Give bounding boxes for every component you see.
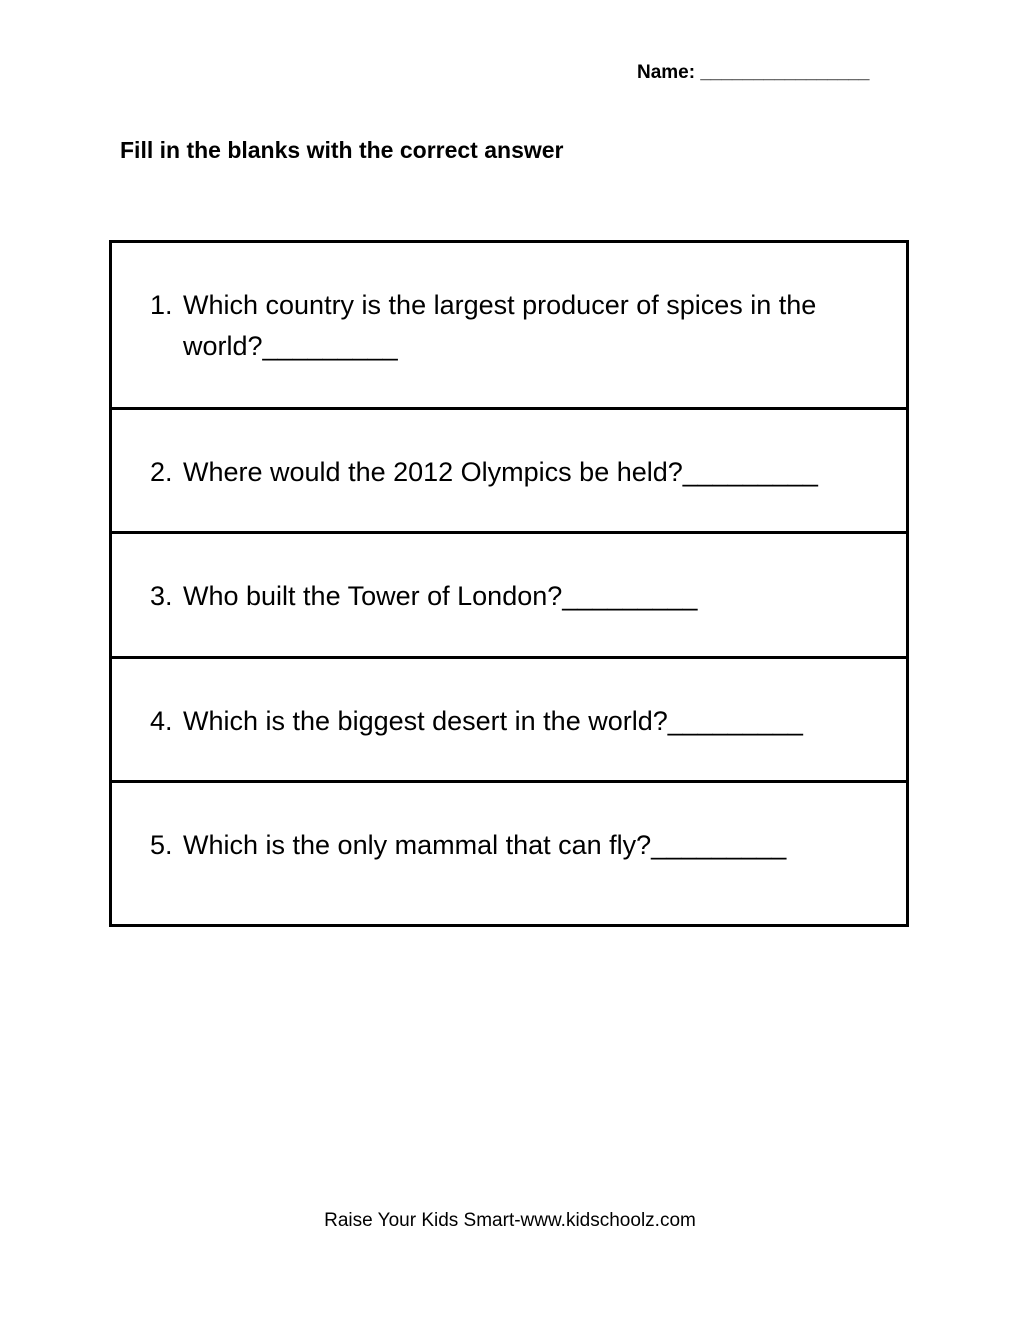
question-text: Which country is the largest producer of spices in the world?_________ [183, 290, 817, 361]
worksheet-instruction: Fill in the blanks with the correct answer [120, 137, 564, 163]
question-row-2 [112, 410, 906, 534]
question-table [109, 240, 909, 927]
question-text: Who built the Tower of London?_________ [183, 581, 698, 611]
question-text: Which is the biggest desert in the world?_________ [183, 706, 803, 736]
question-row-3 [112, 534, 906, 659]
question-text: Where would the 2012 Olympics be held?_________ [183, 457, 818, 487]
name-field-label: Name: ________________ [637, 62, 870, 83]
question-number: 3. [150, 581, 173, 611]
question-number: 1. [150, 290, 173, 320]
question-number: 4. [150, 706, 173, 736]
question-row-4 [112, 659, 906, 783]
question-text: Which is the only mammal that can fly?_________ [183, 830, 787, 860]
footer-credit: Raise Your Kids Smart-www.kidschoolz.com [324, 1210, 696, 1231]
question-number: 2. [150, 457, 173, 487]
question-row-5 [112, 783, 906, 924]
question-number: 5. [150, 830, 173, 860]
question-row-1 [112, 243, 906, 410]
